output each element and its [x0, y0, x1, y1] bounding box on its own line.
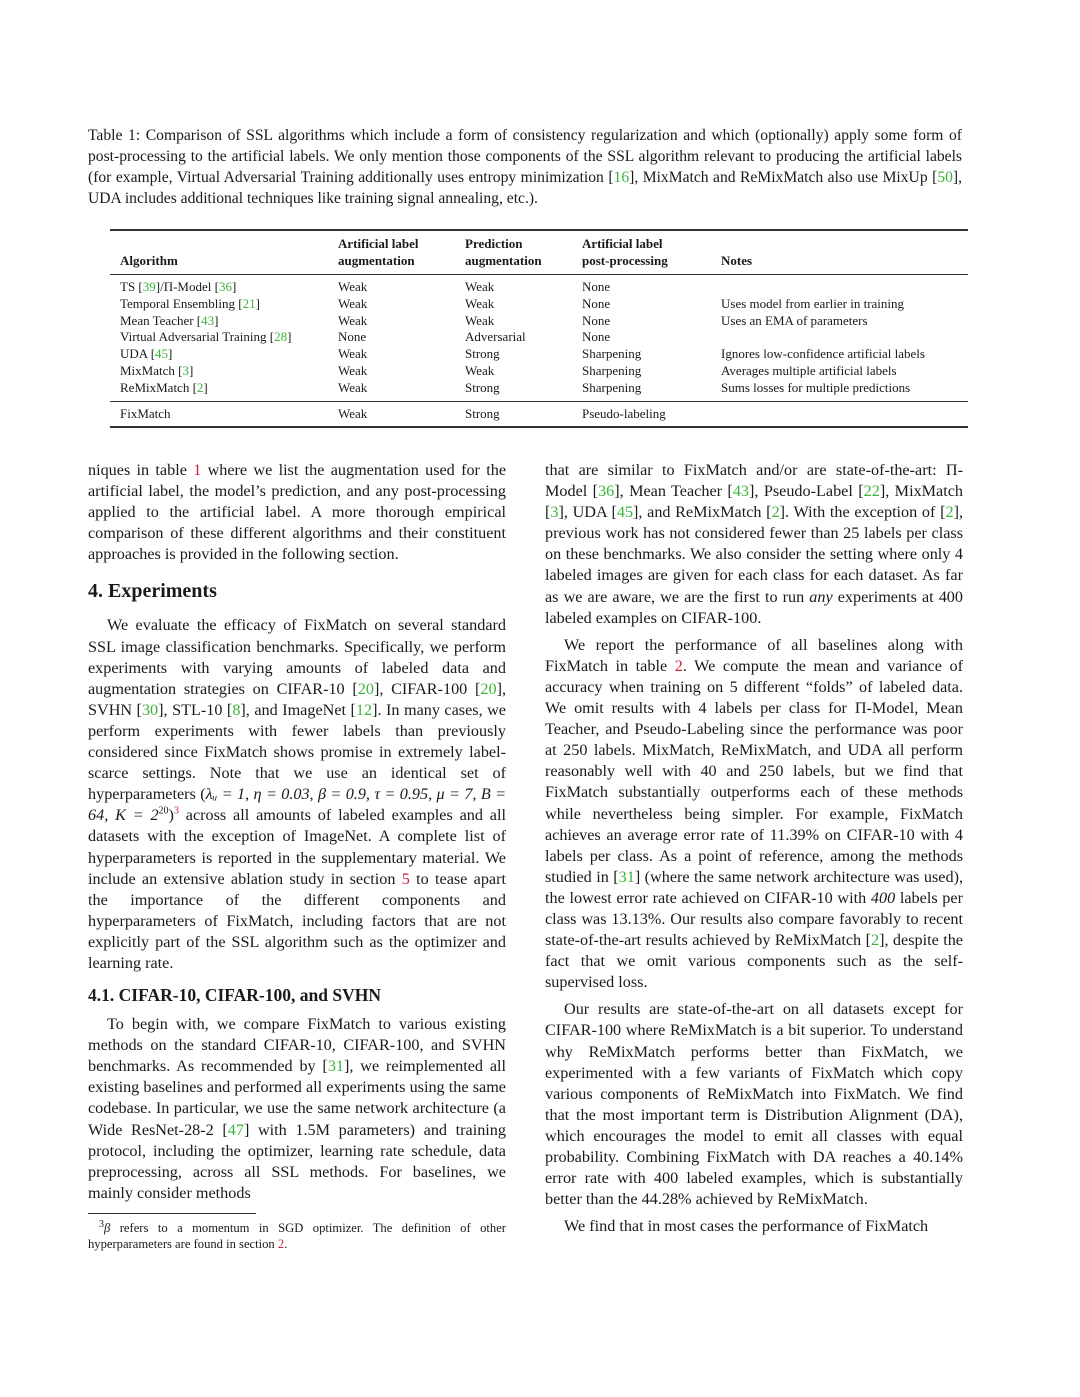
table-row-fixmatch: FixMatch Weak Strong Pseudo-labeling [110, 401, 968, 427]
header-label-augmentation: Artificial label augmentation [338, 236, 419, 268]
citation-link[interactable]: 20 [357, 679, 374, 698]
paragraph: Our results are state-of-the-art on all datasets except for CIFAR-100 where ReMixMatch is a bit superior. To understand why ReMixMatch performs better than FixMatch, we experimented with a few variants of FixMatch which copy various components of ReMixMatch into FixMatch. We find that the most important term is Distribution Alignment (DA), which encourages the model to emit all classes with equal probability. Combining FixMatch with DA reaches a 40.14% error rate with 400 labeled examples, which is substantially better than the 44.28% achieved by ReMixMatch. [545, 1000, 963, 1209]
citation-link[interactable]: 50 [937, 169, 953, 186]
header-post-processing: Artificial label post-processing [582, 236, 668, 268]
citation-link[interactable]: 43 [732, 482, 750, 501]
right-column [545, 460, 963, 1237]
table-header-row [110, 230, 968, 275]
citation-link[interactable]: 2 [870, 931, 880, 950]
citation-link[interactable]: 43 [201, 312, 215, 328]
comparison-table [110, 229, 968, 428]
citation-link[interactable]: 31 [327, 1057, 345, 1076]
citation-link[interactable]: 2 [196, 379, 204, 395]
citation-link[interactable]: 3 [550, 503, 559, 522]
footnote: $^3$β refers to a momentum in SGD optimizer. The definition of other hyperparameters are found in section 2. [88, 1218, 506, 1251]
header-notes: Notes [721, 253, 753, 268]
citation-link[interactable]: 39 [142, 279, 156, 294]
table-row: Mean Teacher [43] Weak Weak None Uses an EMA of parameters [120, 312, 868, 328]
citation-link[interactable]: 16 [613, 169, 630, 186]
table-row: Virtual Adversarial Training [28] None Adversarial None [120, 329, 611, 345]
table-row: UDA [45] Weak Strong Sharpening Ignores low-confidence artificial labels [120, 346, 925, 362]
subsection-heading-cifar: 4.1. CIFAR-10, CIFAR-100, and SVHN [88, 985, 381, 1006]
section-ref-link[interactable]: 5 [401, 869, 410, 888]
paragraph: that are similar to FixMatch and/or are state-of-the-art: Π-Model [36], Mean Teacher [43], Pseudo-Label [22], MixMatch [3], UDA [45], and ReMixMatch [2]. With the exception of [2], previous work has not considered fewer than 25 labels per class on these benchmarks. We also consider the setting where only 4 labeled images are given for each class for each dataset. As far as we are aware, we are the first to run any experiments at 400 labeled examples on CIFAR-100. [545, 461, 964, 627]
citation-link[interactable]: 45 [616, 503, 634, 522]
citation-link[interactable]: 8 [232, 700, 241, 719]
citation-link[interactable]: 47 [227, 1120, 244, 1139]
header-algorithm: Algorithm [120, 253, 178, 268]
citation-link[interactable]: 31 [618, 867, 635, 886]
paragraph: niques in table 1 where we list the augmentation used for the artificial label, the model’s prediction, and any post-processing applied to the artificial label. A more thorough empirical comparison of these different algorithms and their constituent approaches is provided in the following section. [88, 461, 507, 564]
table-row: TS [39]/Π-Model [36] Weak Weak None [120, 279, 611, 294]
footnote-link[interactable]: 3 [173, 805, 179, 817]
citation-link[interactable]: 21 [242, 295, 256, 311]
table-row: ReMixMatch [2] Weak Strong Sharpening Sums losses for multiple predictions [120, 379, 911, 395]
table-ref-link[interactable]: 2 [674, 656, 683, 675]
citation-link[interactable]: 36 [218, 279, 232, 294]
citation-link[interactable]: 45 [155, 346, 169, 362]
paragraph: To begin with, we compare FixMatch to various existing methods on the standard CIFAR-10, CIFAR-100, and SVHN benchmarks. As recommended by [31], we reimplemented all existing baselines and performed all experiments using the same codebase. In particular, we use the same network architecture (a Wide ResNet-28-2 [47] with 1.5M parameters) and training protocol, including the optimizer, learning rate schedule, data preprocessing, across all SSL methods. For baselines, we mainly consider methods [88, 1015, 506, 1202]
caption-label: Table 1: [88, 127, 141, 144]
citation-link[interactable]: 30 [141, 700, 159, 719]
citation-link[interactable]: 12 [355, 700, 373, 719]
citation-link[interactable]: 2 [945, 503, 954, 522]
left-column [88, 460, 506, 1252]
citation-link[interactable]: 3 [182, 362, 189, 378]
section-heading-experiments: 4. Experiments [88, 580, 217, 603]
citation-link[interactable]: 36 [598, 482, 615, 501]
citation-link[interactable]: 22 [863, 482, 880, 501]
citation-link[interactable]: 2 [771, 503, 780, 522]
section-ref-link[interactable]: 2 [277, 1236, 285, 1251]
table-caption: Table 1: Comparison of SSL algorithms which include a form of consistency regularization and which (optionally) apply some form of post-processing to the artificial labels. We only mention those components of the SSL algorithm relevant to producing the artificial labels (for example, Virtual Adversarial Training additionally uses entropy minimization [16], MixMatch and ReMixMatch also use MixUp [50], UDA includes additional techniques like training signal annealing, etc.). [88, 127, 962, 207]
paragraph: We find that in most cases the performance of FixMatch [564, 1217, 929, 1236]
table-ref-link[interactable]: 1 [193, 461, 202, 479]
paragraph: We report the performance of all baselines along with FixMatch in table 2. We compute the mean and variance of accuracy when training on 5 different “folds” of labeled data. We omit results with 4 labels per class for Π-Model, Mean Teacher, and Pseudo-Labeling since the performance was poor at 250 labels. MixMatch, ReMixMatch, and UDA all perform reasonably well with 40 and 250 labels, but we find that FixMatch substantially outperforms each of these methods while nevertheless being simpler. For example, FixMatch achieves an average error rate of 11.39% on CIFAR-10 with 4 labels per class. As a point of reference, among the methods studied in [31] (where the same network architecture was used), the lowest error rate achieved on CIFAR-10 with 400 labels per class was 13.13%. Our results also compare favorably to recent state-of-the-art results achieved by ReMixMatch [2], despite the fact that we omit various components such as the self-supervised loss. [545, 635, 964, 992]
paragraph: We evaluate the efficacy of FixMatch on several standard SSL image classification benchmarks. Specifically, we perform experiments with varying amounts of labeled data and augmentation strategies on CIFAR-10 [20], CIFAR-100 [20], SVHN [30], STL-10 [8], and ImageNet [12]. In many cases, we perform experiments with fewer labels than previously considered since FixMatch shows promise in extremely label-scarce settings. Note that we use an identical set of hyperparameters (λᵤ = 1, η = 0.03, β = 0.9, τ = 0.95, μ = 7, B = 64, $K = 2^{20})^3$ across all amounts of labeled examples and all datasets with the exception of ImageNet. A complete list of hyperparameters is reported in the supplementary material. We include an extensive ablation study in section 5 to tease apart the importance of the different components and hyperparameters of FixMatch, including factors that are not explicitly part of the SSL algorithm such as the optimizer and learning rate. [88, 616, 507, 972]
citation-link[interactable]: 28 [274, 329, 288, 345]
table-row: Temporal Ensembling [21] Weak Weak None Uses model from earlier in training [120, 295, 905, 311]
footnote-divider [88, 1213, 256, 1214]
table-row: MixMatch [3] Weak Weak Sharpening Averages multiple artificial labels [120, 362, 897, 378]
header-prediction-augmentation: Prediction augmentation [465, 236, 542, 268]
citation-link[interactable]: 20 [480, 679, 497, 698]
hyperparameters-math: λᵤ = 1, η = 0.03, β = 0.9, τ = 0.95, μ = 7, B = 64, K = 2 [88, 785, 506, 825]
